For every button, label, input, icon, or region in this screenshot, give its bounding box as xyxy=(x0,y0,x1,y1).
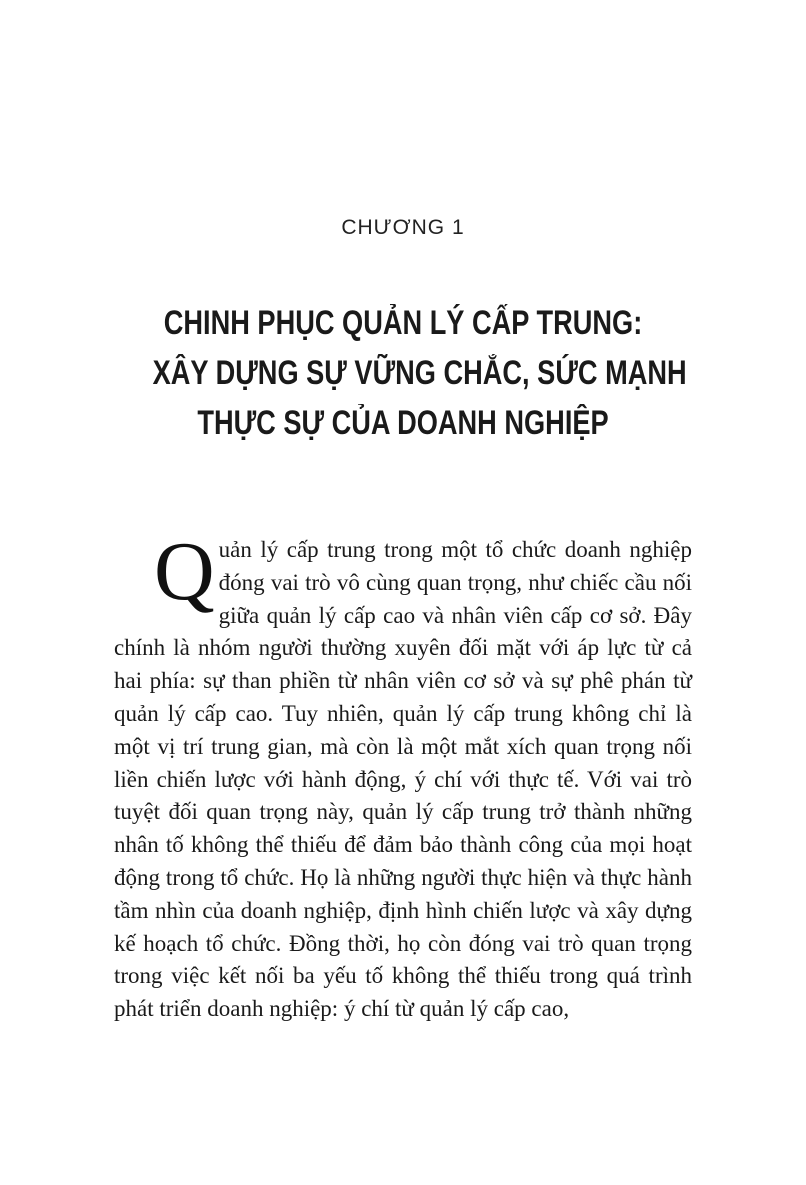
chapter-title xyxy=(90,298,716,448)
body-paragraph-text: uản lý cấp trung trong một tổ chức doanh nghiệp đóng vai trò vô cùng quan trọng, như chiếc cầu nối giữa quản lý cấp cao và nhân viên cấp cơ sở. Đây chính là nhóm người thường xuyên đối mặt với áp lực từ cả hai phía: sự than phiền từ nhân viên cơ sở và sự phê phán từ quản lý cấp cao. Tuy nhiên, quản lý cấp trung không chỉ là một vị trí trung gian, mà còn là một mắt xích quan trọng nối liền chiến lược với hành động, ý chí với thực tế. Với vai trò tuyệt đối quan trọng này, quản lý cấp trung trở thành những nhân tố không thể thiếu để đảm bảo thành công của mọi hoạt động trong tổ chức. Họ là những người thực hiện và thực hành tầm nhìn của doanh nghiệp, định hình chiến lược và xây dựng kế hoạch tổ chức. Đồng thời, họ còn đóng vai trò quan trọng trong việc kết nối ba yếu tố không thể thiếu trong quá trình phát triển doanh nghiệp: ý chí từ quản lý cấp cao, xyxy=(114,537,692,1022)
body-paragraph xyxy=(114,525,692,1026)
chapter-title-line-1: CHINH PHỤC QUẢN LÝ CẤP TRUNG: xyxy=(163,304,643,342)
chapter-label: CHƯƠNG 1 xyxy=(341,216,465,239)
drop-cap: Q xyxy=(154,525,215,618)
chapter-title-line-2: XÂY DỰNG SỰ VỮNG CHẮC, SỨC MẠNH xyxy=(152,354,687,392)
chapter-title-line-3: THỰC SỰ CỦA DOANH NGHIỆP xyxy=(197,404,609,442)
